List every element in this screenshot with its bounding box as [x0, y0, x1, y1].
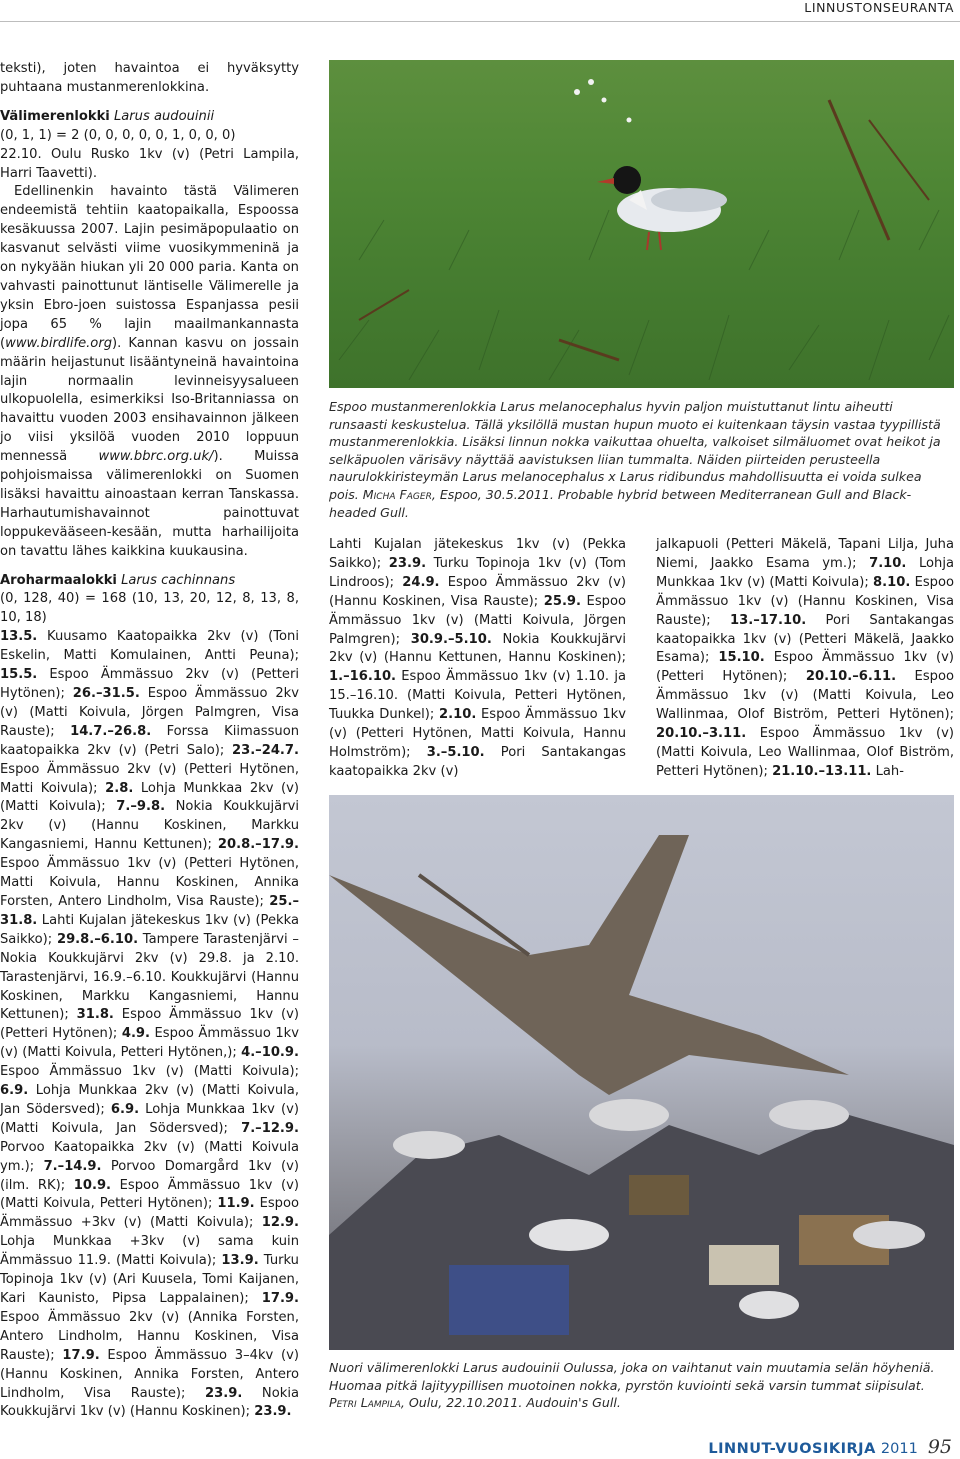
- record-date: 12.9.: [261, 1215, 299, 1231]
- record-text: Espoo Ämmässuo 1kv (v) (Matti Koivula, Petteri Hytönen,);: [0, 1026, 299, 1061]
- species-latin: Larus cachinnans: [121, 572, 236, 588]
- record-text: Espoo Ämmässuo 2kv (v) (Annika Forsten, Antero Lindholm, Hannu Koskinen, Visa Rauste);: [0, 1309, 299, 1363]
- gull-in-grass-illustration: [329, 60, 954, 388]
- record-text: Tampere Tarastenjärvi – Nokia Koukkujärvi 2kv (v) 29.8. ja 2.10. Tarastenjärvi, 16.9.–6.10. Koukkujärvi (Hannu Koskinen, Markku Kangasniemi, Hannu Kettunen);: [0, 931, 299, 1023]
- record-text: Pori Santakangas kaatopaikka 2kv (v): [329, 744, 626, 779]
- record-text: Kuusamo Kaatopaikka 2kv (v) (Toni Eskelin, Matti Komulainen, Antti Peuna);: [0, 629, 299, 664]
- record-text: Espoo Ämmässuo 1kv (v) (Matti Koivula);: [0, 1064, 299, 1080]
- record-text: Nokia Koukkujärvi 2kv (v) (Hannu Kettunen, Hannu Koskinen);: [329, 631, 626, 666]
- photo-credit: Petri Lampila: [329, 1395, 401, 1411]
- record-text: Lah-: [871, 763, 904, 779]
- running-head: LINNUSTONSEURANTA: [804, 0, 954, 15]
- record-date: 31.8.: [76, 1007, 114, 1023]
- record-date: 26.–31.5.: [72, 686, 140, 701]
- record-date: 7.–9.8.: [116, 799, 166, 815]
- text-column-middle: [329, 536, 626, 782]
- record-text: Nokia Koukkujärvi 1kv (v) (Hannu Koskinen);: [0, 1385, 299, 1420]
- record-date: 4.9.: [121, 1026, 150, 1042]
- record-date: 21.10.–13.11.: [772, 763, 872, 779]
- record-text: Pori Santakangas kaatopaikka 1kv (v) (Petteri Mäkelä, Jaakko Esama);: [656, 612, 954, 666]
- species-record: 22.10. Oulu Rusko 1kv (v) (Petri Lampila, Harri Taavetti).: [0, 146, 299, 181]
- record-text: Espoo Ämmässuo 2kv (v) (Petteri Hytönen, Matti Koivula);: [0, 761, 299, 796]
- record-text: Lohja Munkkaa 1kv (v) (Matti Koivula, Jan Södersved);: [0, 1101, 299, 1136]
- record-date: 29.8.–6.10.: [56, 931, 139, 947]
- photo-credit: Micha Fager: [362, 486, 432, 502]
- record-date: 20.10.–3.11.: [656, 726, 747, 742]
- record-text: Lohja Munkkaa 2kv (v) (Matti Koivula);: [0, 780, 299, 815]
- record-date: 1.–16.10.: [329, 669, 397, 685]
- record-text: Espoo Ämmässuo 1kv (v) (Matti Koivula, Petteri Hytönen);: [0, 1177, 299, 1212]
- record-date: 23.–24.7.: [231, 742, 299, 758]
- record-text: Forssa Kiimassuon kaatopaikka 2kv (v) (Petri Salo);: [0, 723, 300, 758]
- paragraph-continuation: teksti), joten havaintoa ei hyväksytty puhtaana mustanmerenlokkina.: [0, 61, 299, 95]
- record-text: Lohja Munkkaa 1kv (v) (Matti Koivula);: [656, 555, 954, 590]
- record-text: Espoo Ämmässuo 2kv (v) (Hannu Koskinen, Visa Rauste);: [329, 574, 626, 609]
- species-counts: (0, 128, 40) = 168 (10, 13, 20, 12, 8, 13, 8, 10, 18): [0, 591, 299, 626]
- record-text: Espoo Ämmässuo 1kv (v) (Matti Koivula, Leo Wallinmaa, Olof Biström, Petteri Hytönen);: [656, 669, 954, 723]
- record-date: 30.9.–5.10.: [410, 631, 492, 647]
- species-name: Aroharmaalokki: [0, 572, 117, 588]
- record-date: 17.9.: [261, 1291, 299, 1306]
- record-text: Espoo Ämmässuo 1kv (v) (Petteri Hytönen);: [0, 1007, 299, 1042]
- record-date: 7.10.: [869, 555, 907, 571]
- record-text: Espoo Ämmässuo 1kv (v) (Petteri Hytönen);: [656, 650, 954, 685]
- record-date: 6.9.: [110, 1101, 140, 1117]
- caption-photo-1: Espoo mustanmerenlokkia Larus melanocephalus hyvin paljon muistuttanut lintu aiheutti runsaasti keskustelua. Tällä yksilöllä mustan hupun muoto ei kuitenkaan täysin vastaa tyypillistä mustanmerenlokkia. Lisäksi linnun nokka vaikuttaa ohuelta, valkoiset silmäluomet ovat heikot ja selkäpuolen värisävy näyttää aavistuksen liian tummalta. Näiden piirteiden perusteella naurulokkiristeymän Larus melanocephalus x Larus ridibundus mahdollisuutta ei voida sulkea pois. Micha Fager, Espoo, 30.5.2011. Probable hybrid between Mediterranean Gull and Black-headed Gull.: [329, 399, 941, 520]
- records-list: [656, 536, 954, 782]
- record-date: 11.9.: [217, 1196, 255, 1212]
- record-date: 25.–31.8.: [0, 893, 299, 928]
- species-name: Välimerenlokki: [0, 108, 110, 124]
- record-text: Espoo Ämmässuo 1kv (v) (Hannu Koskinen, Visa Rauste);: [656, 574, 954, 628]
- gulls-landfill-illustration: [329, 795, 954, 1350]
- record-date: 6.9.: [0, 1083, 29, 1099]
- record-text: Lahti Kujalan jätekeskus 1kv (v) (Pekka Saikko);: [0, 912, 299, 947]
- record-date: 2.10.: [439, 707, 477, 723]
- record-text: Turku Topinoja 1kv (v) (Tom Lindroos);: [329, 555, 626, 590]
- record-text: Lohja Munkkaa +3kv (v) sama kuin Ämmässuo 11.9. (Matti Koivula);: [0, 1234, 299, 1269]
- record-date: 7.–12.9.: [241, 1120, 299, 1136]
- records-list: [0, 628, 299, 1422]
- journal-year: 2011: [880, 1441, 918, 1457]
- record-text: Lohja Munkkaa 2kv (v) (Matti Koivula, Jan Södersved);: [0, 1083, 299, 1117]
- photo-black-headed-gull-hybrid: [329, 60, 954, 388]
- record-text: Espoo Ämmässuo 1kv (v) (Matti Koivula, Leo Wallinmaa, Olof Biström, Petteri Hytönen);: [656, 726, 954, 779]
- record-date: 8.10.: [873, 574, 911, 590]
- record-date: 24.9.: [402, 574, 440, 590]
- record-date: 25.9.: [543, 593, 581, 609]
- record-date: 15.10.: [718, 650, 765, 666]
- page-footer: [708, 1436, 952, 1458]
- record-text: Porvoo Domargård 1kv (v) (ilm. RK);: [0, 1158, 299, 1193]
- record-date: 20.8.–17.9.: [217, 837, 299, 853]
- records-list: [329, 536, 626, 782]
- record-date: 13.5.: [0, 629, 38, 645]
- url-bbrc: www.bbrc.org.uk/: [98, 449, 214, 465]
- record-text: Espoo Ämmässuo 3–4kv (v) (Hannu Koskinen, Annika Forsten, Antero Lindholm, Visa Rauste);: [0, 1347, 300, 1401]
- record-text: Porvoo Kaatopaikka 2kv (v) (Matti Koivula ym.);: [0, 1139, 299, 1174]
- record-date: 2.8.: [105, 780, 134, 796]
- record-date: 14.7.–26.8.: [70, 723, 152, 739]
- record-text: Espoo Ämmässuo 1kv (v) (Matti Koivula, Jörgen Palmgren);: [329, 593, 626, 647]
- header-rule: [0, 21, 960, 22]
- record-date: 13.9.: [221, 1253, 259, 1269]
- record-date: 7.–14.9.: [43, 1158, 102, 1174]
- record-date: 4.–10.9.: [241, 1045, 299, 1061]
- record-date: 20.10.–6.11.: [805, 669, 897, 685]
- text-column-left: [0, 60, 299, 1422]
- record-text: Espoo Ämmässuo 2kv (v) (Petteri Hytönen);: [0, 667, 299, 701]
- record-text: Espoo Ämmässuo 1kv (v) (Petteri Hytönen, Matti Koivula, Hannu Holmström);: [329, 707, 626, 760]
- record-date: 23.9.: [205, 1385, 243, 1401]
- record-date: 17.9.: [62, 1347, 100, 1363]
- species-heading-cachinnans: [0, 572, 299, 591]
- record-text: Espoo Ämmässuo 2kv (v) (Matti Koivula, Jörgen Palmgren, Visa Rauste);: [0, 686, 299, 739]
- record-date: 3.–5.10.: [426, 744, 485, 760]
- record-date: 10.9.: [73, 1177, 112, 1193]
- record-text: Turku Topinoja 1kv (v) (Ari Kuusela, Tomi Kaijanen, Kari Kaunisto, Pipsa Lappalainen);: [0, 1253, 299, 1306]
- text-column-right: [656, 536, 954, 782]
- record-text: Espoo Ämmässuo 1kv (v) 1.10. ja 15.–16.10. (Matti Koivula, Petteri Hytönen, Tuukka Dunkel);: [329, 669, 626, 723]
- journal-title: LINNUT-VUOSIKIRJA: [708, 1441, 876, 1457]
- species-counts: (0, 1, 1) = 2 (0, 0, 0, 0, 0, 1, 0, 0, 0): [0, 127, 236, 143]
- record-text: Espoo Ämmässuo 1kv (v) (Petteri Hytönen, Matti Koivula, Hannu Koskinen, Annika Forsten, Antero Lindholm, Visa Rauste);: [0, 856, 299, 909]
- record-text: Nokia Koukkujärvi 2kv (v) (Hannu Koskinen, Markku Kangasniemi, Hannu Kettunen);: [0, 799, 299, 853]
- record-text: Espoo Ämmässuo +3kv (v) (Matti Koivula);: [0, 1196, 300, 1231]
- record-date: 15.5.: [0, 667, 38, 683]
- record-date: 23.9.: [388, 555, 427, 571]
- page-number: 95: [927, 1436, 952, 1458]
- record-date: 13.–17.10.: [730, 612, 807, 628]
- species-latin: Larus audouinii: [113, 108, 215, 124]
- url-birdlife: www.birdlife.org: [5, 335, 113, 351]
- photo-gulls-at-landfill: [329, 795, 954, 1350]
- species-commentary: Edellinenkin havainto tästä Välimeren endeemistä tehtiin kaatopaikalla, Espoossa kesäkuussa 2007. Lajin pesimäpopulaatio on kasvanut selvästi viime vuosikymmeninä ja on nykyään hiukan yli 20 000 paria. Kanta on vahvasti painottunut läntiselle Välimerelle ja yksin Ebro-joen suistossa Espanjassa pesii jopa 65 % lajin maailmankannasta (www.birdlife.org). Kannan kasvu on jossain määrin heijastunut lisääntyneinä havaintoina lajin normaalin levinneisyysalueen ulkopuolella, esimerkiksi Iso-Britanniassa on havaittu vuoden 2003 ensihavainnon jälkeen jo viisi yksilöä vuoden 2010 loppuun mennessä www.bbrc.org.uk/). Muissa pohjoismaissa välimerenlokki on Suomen lisäksi havaittu ainoastaan kerran Tanskassa. Harhautumishavainnot painottuvat loppukevääseen-kesään, mutta harhailijoita on tavattu lähes kaikkina kuukausina.: [0, 184, 299, 559]
- caption-photo-2: Nuori välimerenlokki Larus audouinii Oulussa, joka on vaihtanut vain muutamia selän höyheniä. Huomaa pitkä lajityypillisen muotoinen nokka, pyrstön kuviointi sekä varsin tummat siipisulat. Petri Lampila, Oulu, 22.10.2011. Audouin's Gull.: [329, 1360, 935, 1411]
- record-text: jalkapuoli (Petteri Mäkelä, Tapani Lilja, Juha Niemi, Jaakko Esama ym.);: [656, 537, 954, 571]
- record-date: 23.9.: [254, 1404, 292, 1420]
- species-heading-audouinii: [0, 108, 299, 127]
- record-text: Lahti Kujalan jätekeskus 1kv (v) (Pekka Saikko);: [329, 537, 626, 571]
